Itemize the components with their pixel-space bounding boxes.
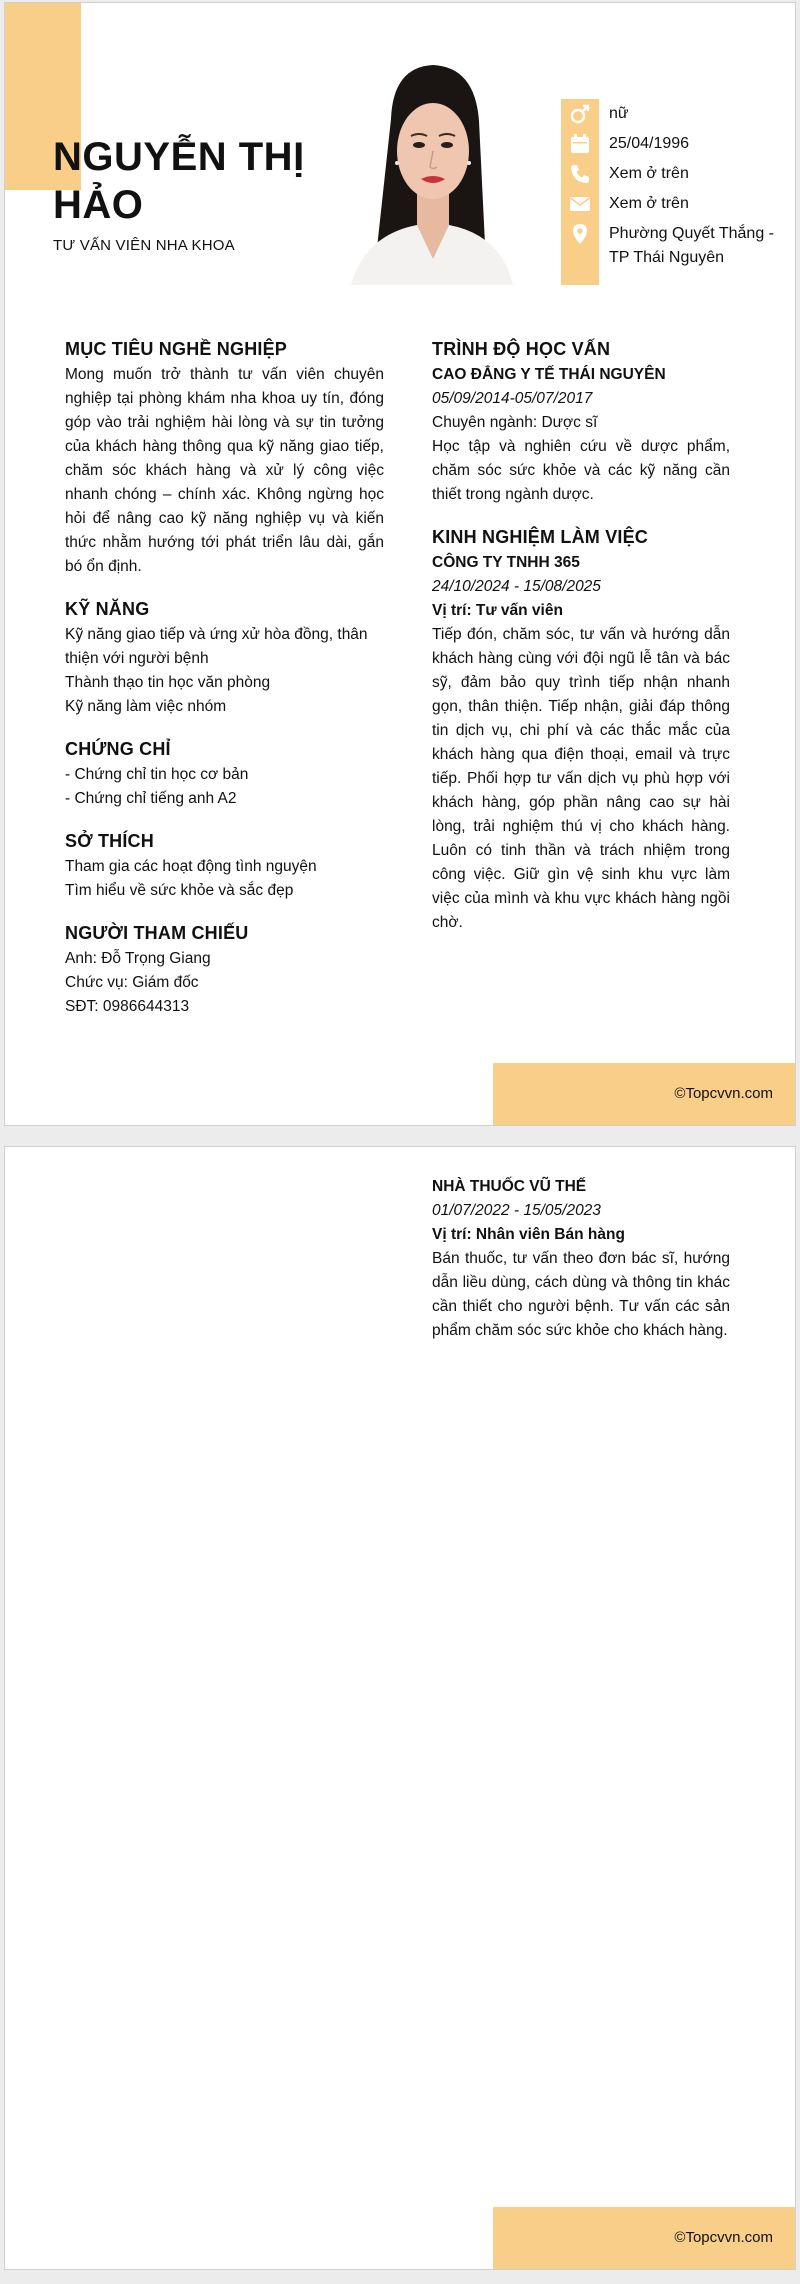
contact-address-text: Phường Quyết Thắng - TP Thái Nguyên — [609, 225, 774, 266]
education-dates: 05/09/2014-05/07/2017 — [432, 390, 593, 407]
location-icon — [561, 219, 599, 249]
gender-icon — [561, 99, 599, 129]
education-title: TRÌNH ĐỘ HỌC VẤN — [432, 339, 611, 359]
skill-item: Thành thạo tin học văn phòng — [65, 674, 271, 691]
job-position: Vị trí: Nhân viên Bán hàng — [432, 1226, 625, 1243]
references-section — [65, 921, 384, 1019]
reference-item: Chức vụ: Giám đốc — [65, 974, 199, 991]
reference-item: Anh: Đỗ Trọng Giang — [65, 950, 211, 967]
right-column-continued — [432, 1175, 730, 1361]
footer-credit: ©Topcvvn.com — [674, 1085, 773, 1102]
hobbies-section — [65, 829, 384, 903]
certificates-section — [65, 737, 384, 811]
footer-band — [493, 2207, 795, 2269]
contact-phone-text: Xem ở trên — [609, 165, 689, 182]
education-description: Học tập và nghiên cứu về dược phẩm, chăm sóc sức khỏe và các kỹ năng cần thiết trong ngành dược. — [432, 438, 730, 503]
footer-credit: ©Topcvvn.com — [674, 2229, 773, 2246]
contact-birthday — [561, 129, 791, 159]
reference-item: SĐT: 0986644313 — [65, 998, 190, 1015]
skill-item: Kỹ năng giao tiếp và ứng xử hòa đồng, thân thiện với người bệnh — [65, 626, 368, 667]
portrait-image — [341, 59, 521, 285]
job-company: CÔNG TY TNHH 365 — [432, 554, 580, 571]
left-column — [65, 337, 384, 1037]
phone-icon — [561, 159, 599, 189]
contact-gender-text: nữ — [609, 105, 629, 122]
cv-page-1 — [4, 2, 796, 1126]
school-name: CAO ĐẲNG Y TẾ THÁI NGUYÊN — [432, 366, 666, 383]
candidate-name: NGUYỄN THỊ HẢO — [53, 135, 305, 227]
skills-section — [65, 597, 384, 719]
certificates-title: CHỨNG CHỈ — [65, 739, 171, 759]
contact-phone — [561, 159, 791, 189]
contact-email — [561, 189, 791, 219]
contact-email-text: Xem ở trên — [609, 195, 689, 212]
right-column — [432, 337, 730, 953]
job-description: Bán thuốc, tư vấn theo đơn bác sĩ, hướng dẫn liều dùng, cách dùng và thông tin khác cần thiết cho người bệnh. Tư vấn các sản phẩm chăm sóc sức khỏe cho khách hàng. — [432, 1250, 730, 1339]
job-description: Tiếp đón, chăm sóc, tư vấn và hướng dẫn khách hàng cùng với đội ngũ lễ tân và bác sỹ, đảm bảo quy trình tiếp nhận nhanh gọn, thân thiện. Tiếp nhận, giải đáp thông tin dịch vụ, chi phí và các thắc mắc của khách hàng qua điện thoại, email và trực tiếp. Phối hợp tư vấn dịch vụ phù hợp với khách hàng, góp phần nâng cao sự hài lòng, trải nghiệm thú vị cho khách hàng. Luôn có tinh thần và trách nhiệm trong công việc. Giữ gìn vệ sinh khu vực làm việc của mình và khu vực khách hàng ngồi chờ. — [432, 626, 730, 931]
email-icon — [561, 189, 599, 219]
hobbies-title: SỞ THÍCH — [65, 831, 154, 851]
job-dates: 01/07/2022 - 15/05/2023 — [432, 1202, 601, 1219]
experience-title: KINH NGHIỆM LÀM VIỆC — [432, 527, 649, 547]
calendar-icon — [561, 129, 599, 159]
skill-item: Kỹ năng làm việc nhóm — [65, 698, 227, 715]
job-title: TƯ VẤN VIÊN NHA KHOA — [53, 237, 235, 254]
job-company: NHÀ THUỐC VŨ THẾ — [432, 1178, 587, 1195]
certificate-item: - Chứng chỉ tiếng anh A2 — [65, 790, 237, 807]
references-title: NGƯỜI THAM CHIẾU — [65, 923, 249, 943]
profile-photo — [341, 59, 521, 285]
job-position: Vị trí: Tư vấn viên — [432, 602, 563, 619]
certificate-item: - Chứng chỉ tin học cơ bản — [65, 766, 249, 783]
contact-list — [561, 99, 791, 270]
experience-section — [432, 525, 730, 935]
footer-band — [493, 1063, 795, 1125]
hobby-item: Tham gia các hoạt động tình nguyện — [65, 858, 317, 875]
contact-birthday-text: 25/04/1996 — [609, 135, 690, 152]
objective-title: MỤC TIÊU NGHỀ NGHIỆP — [65, 339, 288, 359]
objective-text: Mong muốn trở thành tư vấn viên chuyên nghiệp tại phòng khám nha khoa uy tín, đóng góp vào trải nghiệm hài lòng và sự tin tưởng của khách hàng thông qua kỹ năng giao tiếp, chăm sóc khách hàng và xử lý công việc nhanh chóng – chính xác. Không ngừng học hỏi để nâng cao kỹ năng nghiệp vụ và kiến thức nhằm hướng tới phát triển lâu dài, gắn bó ổn định. — [65, 366, 384, 575]
education-major: Chuyên ngành: Dược sĩ — [432, 414, 598, 431]
job-dates: 24/10/2024 - 15/08/2025 — [432, 578, 601, 595]
hobby-item: Tìm hiểu về sức khỏe và sắc đẹp — [65, 882, 294, 899]
contact-gender — [561, 99, 791, 129]
objective-section — [65, 337, 384, 579]
cv-page-2 — [4, 1146, 796, 2270]
education-section — [432, 337, 730, 507]
experience-item-2 — [432, 1175, 730, 1343]
skills-title: KỸ NĂNG — [65, 599, 150, 619]
contact-address — [561, 219, 791, 270]
